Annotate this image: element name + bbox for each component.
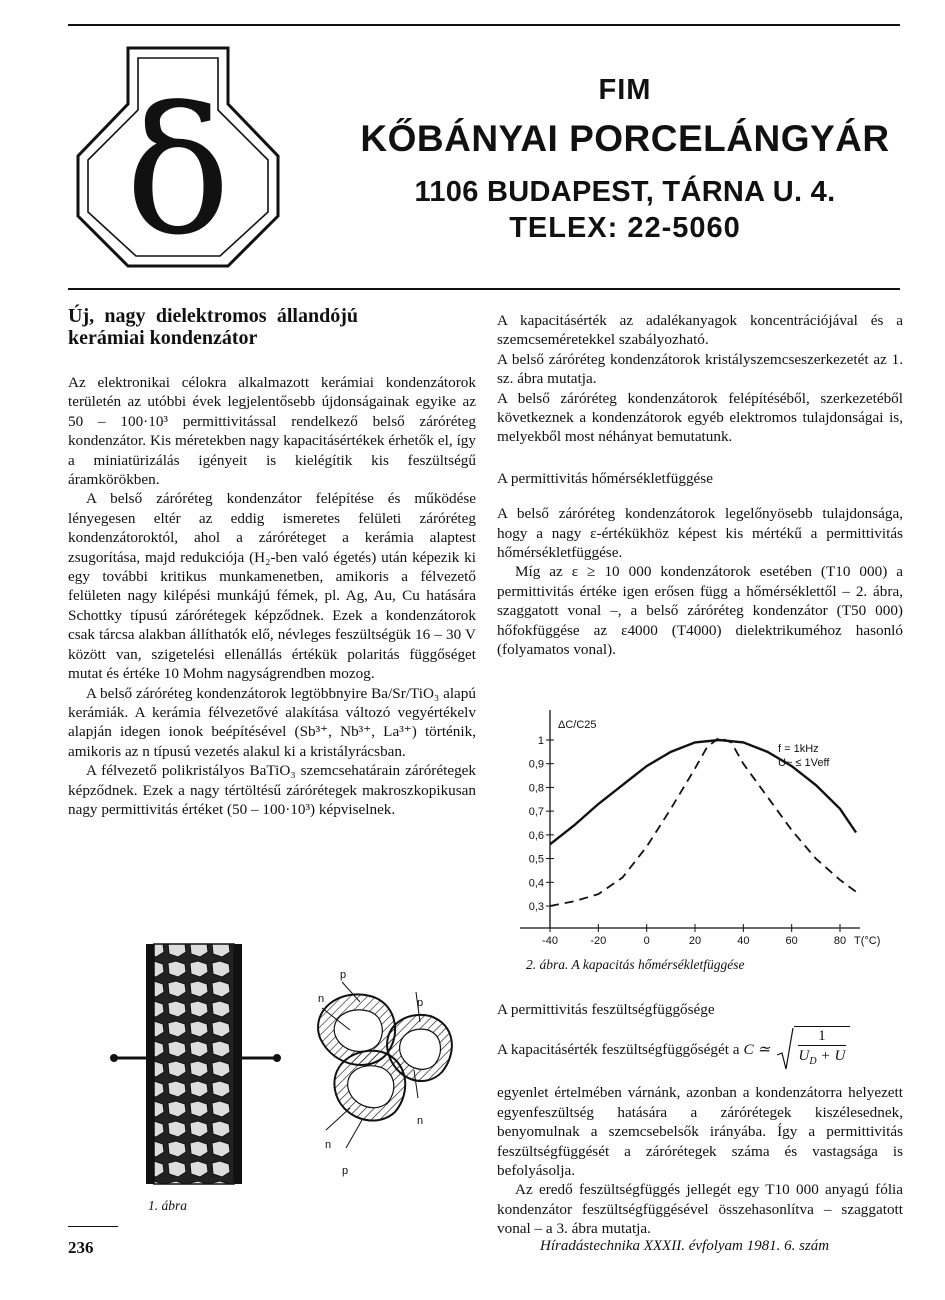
y-tick-label: 0,7 (528, 806, 544, 819)
right-column-top (497, 311, 903, 660)
sqrt-sign-icon (776, 1027, 794, 1071)
formula-den-sub: D (809, 1056, 817, 1068)
fig1-label-p-top: p (340, 969, 347, 981)
y-axis-label: ΔC/C25 (558, 719, 597, 731)
y-tick-label: 1 (537, 735, 544, 747)
y-tick-label: 0,6 (528, 829, 544, 842)
logo-delta-glyph: δ (125, 71, 231, 274)
grain-closeup (318, 982, 452, 1148)
lead-end-right (273, 1054, 281, 1062)
y-tick-label: 0,5 (528, 853, 544, 866)
formula-line (497, 1027, 903, 1071)
right-paragraph-1: A kapacitásérték az adalékanyagok koncentrációjával és a szemcseméretekkel szabályozható. (497, 312, 903, 349)
section-heading-voltage: A permittivitás feszültségfüggősége (497, 1001, 715, 1018)
left-paragraph-1: Az elektronikai célokra alkalmazott kerámiai kondenzátorok területén az utóbbi évek legjelentősebb újdonságainak egyike az 50 – 100·10³ permittivitással rendelkező belső záróréteg kondenzátor. Kis méretekben nagy kapacitásértékek érhetők el, így a miniatürizálás igényeit is kielégítik kis feszültségű áramkörökben. (68, 374, 476, 489)
grain-slab (154, 944, 234, 1184)
top-rule (68, 24, 900, 26)
figure-2-caption: 2. ábra. A kapacitás hőmérsékletfüggése (526, 957, 745, 972)
article-title: Új, nagy dielektromos állandójú kerámiai kondenzátor (68, 305, 358, 349)
fig1-label-p-bottom: p (342, 1165, 349, 1177)
formula-numerator: 1 (798, 1027, 846, 1046)
right-paragraph-7: Az eredő feszültségfüggés jellegét egy T10 000 anyagú fólia kondenzátor feszültségfüggésével összehasonlítva – szaggatott vonal – a 3. ábra mutatja. (497, 1181, 903, 1238)
page-number: 236 (68, 1238, 94, 1257)
right-paragraph-2: A belső záróréteg kondenzátorok kristályszemcseszerkezetét az 1. sz. ábra mutatja. (497, 350, 903, 388)
y-tick-label: 0,8 (528, 782, 544, 795)
fig1-label-p-right: p (417, 997, 424, 1009)
figure-1-grain-structure (100, 940, 480, 1200)
formula-lhs: C ≃ (743, 1040, 771, 1058)
x-tick-label: -20 (590, 935, 607, 947)
annotation-frequency: f = 1kHz (778, 743, 819, 755)
fig1-label-n-left: n (318, 993, 325, 1005)
fig1-label-n-right: n (417, 1115, 424, 1127)
right-paragraph-5: Míg az ε ≥ 10 000 kondenzátorok esetében (T10 000) a permittivitás értéke igen erősen függ a hőmérséklettől – 2. ábra, szaggatott vonal –, a belső záróréteg kondenzátor (T50 000) hőfokfüggése az ε4000 (T4000) dielektrikuméhoz hasonló (folyamatos vonal). (497, 563, 903, 659)
header-bottom-rule (68, 288, 900, 290)
x-axis-label: T(°C) (854, 935, 881, 947)
formula-den-u: U (798, 1047, 810, 1065)
left-column (68, 305, 476, 819)
lead-end-left (110, 1054, 118, 1062)
formula-fraction (794, 1026, 850, 1072)
formula-root (776, 1026, 850, 1072)
y-tick-label: 0,3 (528, 901, 544, 913)
left-paragraph-2: A belső záróréteg kondenzátor felépítése és működése lényegesen eltér az eddig ismeretes felületi záróréteg kondenzátoroktól, ahol a záróréteget a kerámia alaptest zsugorítása, majd redukciója (H₂-ben való égetés) után képezik ki egy további kritikus munkamenetben, amikoris a félvezető felületen nagy kilépési munkájú fémek, pl. Ag, Au, Cu hatására Schottky típusú zárórétegek képződnek. Ezek a kondenzátorok csak tárcsa alakban állíthatók elő, névleges feszültségük 16 – 30 V között van, szigetelési ellenállás értékük polaritás függőséget mutat és értéke 10 Mohm nagyságrendben mozog. (68, 490, 476, 683)
footer-rule (68, 1226, 118, 1227)
electrode-right (234, 944, 242, 1184)
journal-name: Híradástechnika XXXII. évfolyam 1981. 6. szám (540, 1238, 830, 1254)
x-tick-label: 80 (833, 935, 847, 947)
company-telex: TELEX: 22-5060 (509, 212, 741, 244)
annotation-voltage: U~ ≤ 1Veff (778, 757, 830, 769)
x-tick-label: -40 (542, 935, 558, 947)
left-paragraph-4: A félvezető polikristályos BaTiO₃ szemcsehatárain zárórétegek képződnek. Ezek a nagy tértöltésű zárórétegek makroszkopikusan nagy permittivitás értéket (50 – 100·10³) képviselnek. (68, 762, 476, 818)
figure-2-chart (510, 706, 890, 956)
company-logo (58, 40, 288, 280)
formula-denominator (798, 1046, 845, 1072)
x-tick-label: 0 (643, 935, 650, 947)
company-name: KŐBÁNYAI PORCELÁNGYÁR (360, 118, 890, 159)
fig1-label-n-bottom: n (325, 1139, 332, 1151)
y-tick-label: 0,4 (528, 877, 544, 890)
electrode-left (146, 944, 154, 1184)
x-tick-label: 40 (737, 935, 750, 947)
formula-den-tail: + U (816, 1047, 846, 1065)
y-tick-label: 0,9 (528, 758, 544, 771)
right-paragraph-6: egyenlet értelmében várnánk, azonban a kondenzátorra helyezett egyenfeszültség hatására a zárórétegek kiszélesednek, benyomulnak a szemcsebelsők irányába. Így a permittivitás feszültségfüggését a zárórétegek száma és vastagsága is befolyásolja. (497, 1084, 903, 1180)
brand-text: FIM (598, 74, 652, 106)
figure-1-caption: 1. ábra (148, 1198, 188, 1213)
section-heading-temperature: A permittivitás hőmérsékletfüggése (497, 469, 713, 487)
right-column-bottom (497, 1000, 903, 1239)
x-tick-label: 20 (688, 935, 702, 947)
left-paragraph-3: A belső záróréteg kondenzátorok legtöbbnyire Ba/Sr/TiO₃ alapú kerámiák. A kerámia félvezetővé alakítása változó vegyértékelv alapján idegen ionok beépítésével (Sb³⁺, Nb³⁺, La³⁺) történik, amikoris az n típusú vezetés alakul ki a kristályrácsban. (68, 684, 476, 760)
company-address: 1106 BUDAPEST, TÁRNA U. 4. (414, 176, 836, 208)
formula-lead-text: A kapacitásérték feszültségfüggőségét a (497, 1040, 740, 1058)
right-paragraph-4: A belső záróréteg kondenzátorok legelőnyösebb tulajdonsága, hogy a nagy ε-értékükhöz képest kis mértékű a permittivitás hőmérsékletfüggése. (497, 505, 903, 562)
right-paragraph-3: A belső záróréteg kondenzátorok felépítéséből, szerkezetéből következnek a kondenzátorok egyéb elektromos tulajdonságai is, melyekből most néhányat bemutatunk. (497, 389, 903, 446)
x-tick-label: 60 (785, 935, 798, 947)
